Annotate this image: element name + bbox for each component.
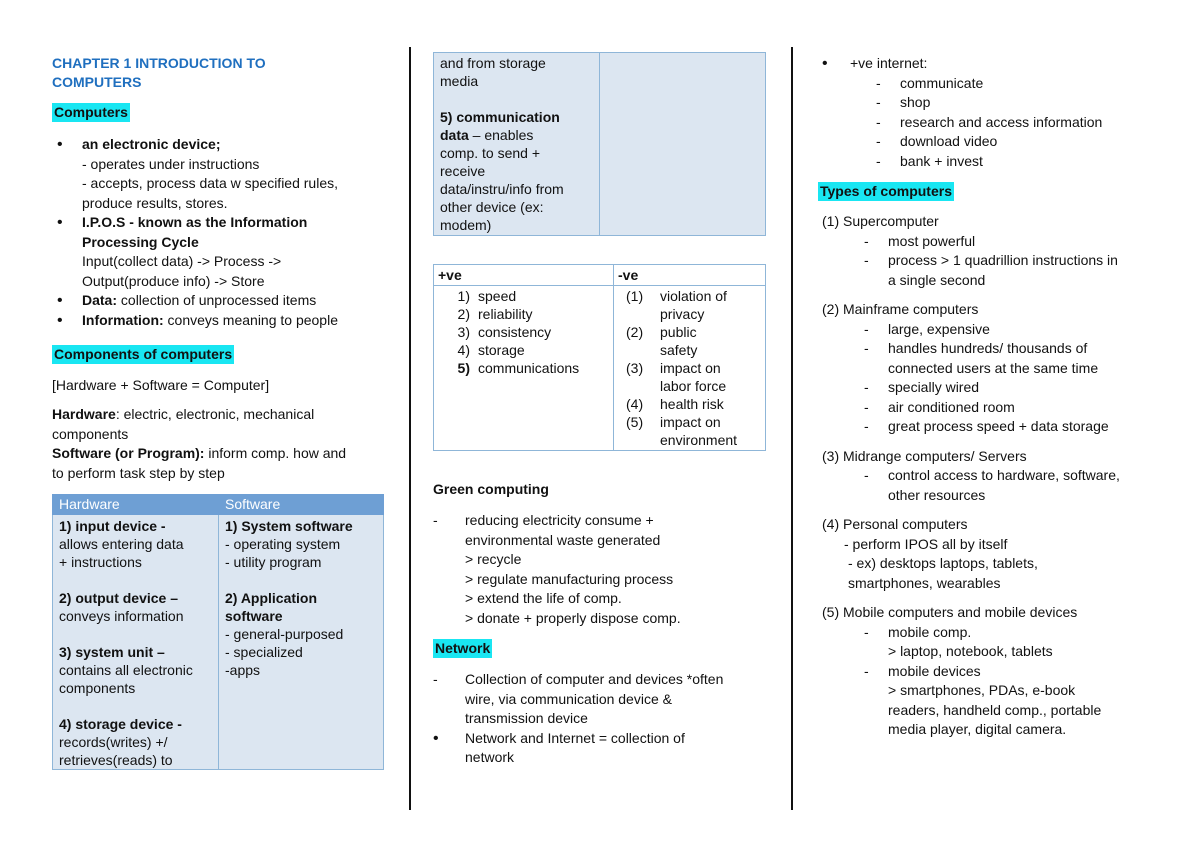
pros-list bbox=[438, 287, 609, 377]
list-item: (2) public safety bbox=[626, 324, 698, 358]
list-item: - bank + invest bbox=[876, 152, 983, 169]
type-midrange: (3) Midrange computers/ Servers bbox=[822, 447, 1027, 464]
components-heading: Components of computers bbox=[54, 346, 233, 362]
table-header-hardware: Hardware bbox=[53, 495, 219, 515]
list-item: - mobile devices bbox=[864, 662, 981, 679]
list-item: - shop bbox=[876, 94, 931, 110]
list-item: - handles hundreds/ thousands of bbox=[864, 340, 1088, 356]
list-item: (1) violation of privacy bbox=[626, 288, 727, 322]
cons-list bbox=[618, 287, 761, 449]
list-item: (5) impact on environment bbox=[626, 414, 738, 448]
type-mainframe: (2) Mainframe computers bbox=[822, 301, 979, 317]
software-cell: 1) System software - operating system - utility program 2) Application software - general-purposed - specialized -apps bbox=[219, 515, 384, 770]
types-heading: Types of computers bbox=[820, 183, 952, 199]
list-item: - most powerful bbox=[864, 232, 976, 249]
computers-list bbox=[52, 135, 392, 330]
type-supercomputer: (1) Supercomputer bbox=[822, 213, 939, 229]
hardware-software-table bbox=[52, 494, 384, 770]
list-item: 5) communications bbox=[457, 360, 580, 376]
pros-header: +ve bbox=[434, 265, 614, 286]
list-item: - download video bbox=[876, 133, 998, 149]
list-item: - air conditioned room bbox=[864, 398, 1015, 415]
list-item: - large, expensive bbox=[864, 320, 990, 337]
internet-section: • +ve internet: - communicate - shop - research and access information - download video - bank + invest bbox=[818, 54, 1163, 171]
cons-header: -ve bbox=[614, 265, 766, 286]
components-definitions: Hardware: electric, electronic, mechanical components Software (or Program): inform comp. how and to perform task step by step bbox=[52, 406, 347, 481]
hardware-cell-continued: and from storage media 5) communication data – enables comp. to send + receive data/instru/info from other device (ex: modem) bbox=[434, 53, 600, 236]
list-item: - communicate bbox=[876, 74, 984, 91]
list-item: • an electronic device; - operates under instructions - accepts, process data w specified rules, produce results, stores. bbox=[52, 135, 392, 213]
list-item: - research and access information bbox=[876, 113, 1103, 130]
computers-heading: Computers bbox=[54, 104, 128, 120]
list-item: • Network and Internet = collection of bbox=[433, 729, 685, 747]
network-list: - Collection of computer and devices *often wire, via communication device & transmission device • Network and Internet = collection of network bbox=[433, 670, 778, 768]
hardware-table-continued bbox=[433, 52, 766, 236]
list-item: - reducing electricity consume + bbox=[433, 512, 654, 528]
list-item: - mobile comp. bbox=[864, 623, 972, 640]
list-item: 2) reliability bbox=[457, 306, 533, 322]
list-item: • Data: collection of unprocessed items bbox=[52, 291, 392, 311]
list-item: - control access to hardware, software, bbox=[864, 467, 1120, 483]
column-divider-left bbox=[409, 47, 411, 810]
list-item: - Collection of computer and devices *often bbox=[433, 671, 724, 687]
components-formula: [Hardware + Software = Computer] bbox=[52, 377, 270, 393]
list-item: - specially wired bbox=[864, 379, 980, 395]
list-item: (3) impact on labor force bbox=[626, 360, 727, 394]
type-personal: (4) Personal computers bbox=[822, 516, 968, 532]
chapter-title: CHAPTER 1 INTRODUCTION TO COMPUTERS bbox=[52, 55, 266, 90]
cons-cell bbox=[614, 286, 766, 451]
list-item: - process > 1 quadrillion instructions in bbox=[864, 252, 1118, 268]
list-item: - great process speed + data storage bbox=[864, 418, 1109, 434]
types-list: (1) Supercomputer - most powerful - process > 1 quadrillion instructions in a single second (2) Mainframe computers - large, expensive - handles hundreds/ thousands of connected users at the same time - specially wired - air conditioned room - great process speed + data storage (3) Midrange computers/ Servers - control access to hardware, software, other resources (4) Personal computers - perform IPOS all by itself - ex) desktops laptops, tablets, smartphones, wearables (5) Mobile computers and mobile devices - mobile comp. > laptop, notebook, tablets - mobile devices > smartphones, PDAs, e-book readers, handheld comp., portable media player, digital camera. bbox=[822, 212, 1167, 740]
network-heading: Network bbox=[435, 640, 491, 656]
list-item: 1) speed bbox=[457, 288, 517, 304]
list-item: 3) consistency bbox=[457, 324, 552, 340]
green-computing-heading: Green computing bbox=[433, 481, 549, 497]
hardware-cell: 1) input device - allows entering data + instructions 2) output device – conveys information 3) system unit – contains all electronic components 4) storage device - records(writes) +/ retrieves(reads) to bbox=[53, 515, 219, 770]
list-item: • I.P.O.S - known as the Information Processing Cycle Input(collect data) -> Process -> Output(produce info) -> Store bbox=[52, 213, 392, 291]
type-mobile: (5) Mobile computers and mobile devices bbox=[822, 604, 1078, 620]
pros-cons-table bbox=[433, 264, 766, 451]
list-item: • Information: conveys meaning to people bbox=[52, 311, 392, 331]
table-header-software: Software bbox=[219, 495, 384, 515]
green-computing-list: - reducing electricity consume + environmental waste generated > recycle > regulate manufacturing process > extend the life of comp. > donate + properly dispose comp. bbox=[433, 511, 768, 628]
list-item: 4) storage bbox=[457, 342, 525, 358]
column-divider-right bbox=[791, 47, 793, 810]
software-cell-continued bbox=[600, 53, 766, 236]
pros-cell bbox=[434, 286, 614, 451]
list-item: (4) health risk bbox=[626, 396, 724, 412]
